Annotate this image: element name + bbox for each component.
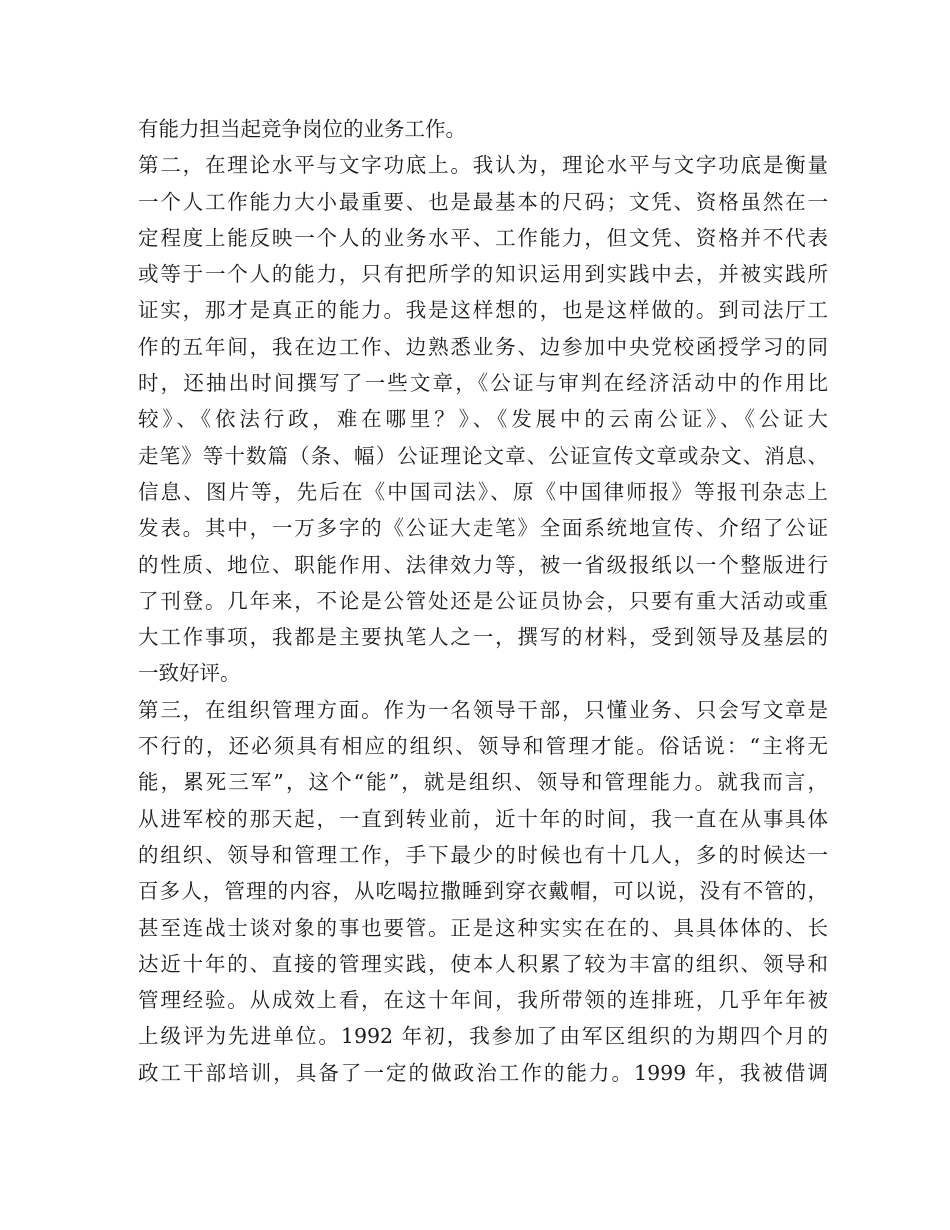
- text-line: 走笔》等十数篇（条、幅）公证理论文章、公证宣传文章或杂文、消息、: [138, 443, 828, 468]
- text-line: 作的五年间，我在边工作、边熟悉业务、边参加中央党校函授学习的同: [138, 334, 828, 359]
- text-line: 一个人工作能力大小最重要、也是最基本的尺码；文凭、资格虽然在一: [138, 189, 828, 214]
- text-line: 不行的，还必须具有相应的组织、领导和管理才能。俗话说：“主将无: [138, 734, 828, 759]
- text-line: 大工作事项，我都是主要执笔人之一，撰写的材料，受到领导及基层的: [138, 625, 828, 650]
- text-line: 发表。其中，一万多字的《公证大走笔》全面系统地宣传、介绍了公证: [138, 516, 828, 541]
- text-line: 上级评为先进单位。1992 年初，我参加了由军区组织的为期四个月的: [138, 1024, 828, 1049]
- text-line: 的组织、领导和管理工作，手下最少的时候也有十几人，多的时候达一: [138, 842, 828, 867]
- text-line: 甚至连战士谈对象的事也要管。正是这种实实在在的、具具体体的、长: [138, 915, 828, 940]
- text-line: 政工干部培训，具备了一定的做政治工作的能力。1999 年，我被借调: [138, 1060, 828, 1085]
- text-line: 一致好评。: [138, 661, 241, 686]
- document-body: [138, 111, 828, 1091]
- text-line: 了刊登。几年来，不论是公管处还是公证员协会，只要有重大活动或重: [138, 588, 828, 613]
- text-line: 管理经验。从成效上看，在这十年间，我所带领的连排班，几乎年年被: [138, 988, 828, 1013]
- text-line: 能，累死三军”，这个“能”，就是组织、领导和管理能力。就我而言，: [138, 770, 828, 795]
- text-line: 定程度上能反映一个人的业务水平、工作能力，但文凭、资格并不代表: [138, 225, 828, 250]
- text-line: 有能力担当起竞争岗位的业务工作。: [138, 117, 466, 141]
- text-line: 达近十年的、直接的管理实践，使本人积累了较为丰富的组织、领导和: [138, 951, 828, 976]
- text-line: 百多人，管理的内容，从吃喝拉撒睡到穿衣戴帽，可以说，没有不管的，: [138, 879, 828, 904]
- text-line: 第三，在组织管理方面。作为一名领导干部，只懂业务、只会写文章是: [138, 697, 828, 722]
- text-line: 较》、《依法行政，难在哪里？》、《发展中的云南公证》、《公证大: [138, 407, 828, 432]
- text-line: 证实，那才是真正的能力。我是这样想的，也是这样做的。到司法厅工: [138, 298, 828, 323]
- text-line: 或等于一个人的能力，只有把所学的知识运用到实践中去，并被实践所: [138, 262, 828, 287]
- text-line: 信息、图片等，先后在《中国司法》、原《中国律师报》等报刊杂志上: [138, 479, 828, 504]
- text-line: 时，还抽出时间撰写了一些文章，《公证与审判在经济活动中的作用比: [138, 371, 828, 396]
- text-line: 的性质、地位、职能作用、法律效力等，被一省级报纸以一个整版进行: [138, 552, 828, 577]
- text-line: 从进军校的那天起，一直到转业前，近十年的时间，我一直在从事具体: [138, 806, 828, 831]
- text-line: 第二，在理论水平与文字功底上。我认为，理论水平与文字功底是衡量: [138, 153, 828, 178]
